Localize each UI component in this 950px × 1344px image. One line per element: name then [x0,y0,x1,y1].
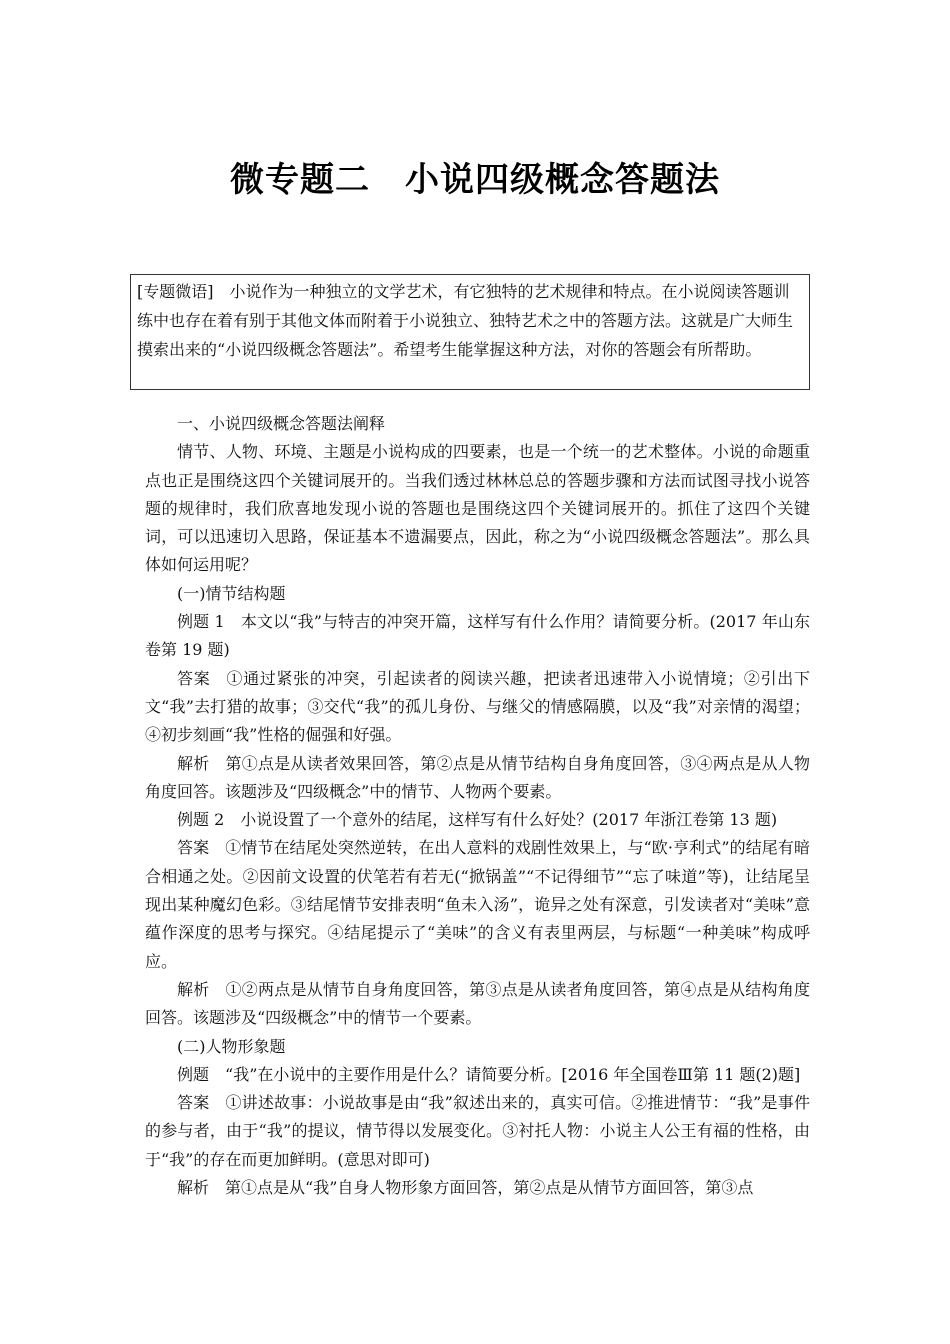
question-text: 小说设置了一个意外的结尾，这样写有什么好处？(2017 年浙江卷第 13 题) [240,810,778,830]
example-label: 例题 2 [177,810,225,830]
analysis-text: 第①点是从“我”自身人物形象方面回答，第②点是从情节方面回答，第③点 [225,1178,754,1198]
page-title: 微专题二 小说四级概念答题法 [230,160,720,200]
overview-paragraph: 情节、人物、环境、主题是小说构成的四要素，也是一个统一的艺术整体。小说的命题重点也正是围绕这四个关键词展开的。当我们透过林林总总的答题步骤和方法而试图寻找小说答题的规律时，我们欣喜地发现小说的答题也是围绕这四个关键词展开的。抓住了这四个关键词，可以迅速切入思路，保证基本不遗漏要点，因此，称之为“小说四级概念答题法”。那么具体如何运用呢？ [145,442,810,575]
analysis-text: ①②两点是从情节自身角度回答，第③点是从读者角度回答，第④点是从结构角度回答。该题涉及“四级概念”中的情节一个要素。 [145,979,810,1028]
example-3-question [145,1061,810,1089]
example-2-question [145,806,810,834]
analysis-label: 解析 [177,753,210,773]
subsection-heading-plot: (一)情节结构题 [177,583,286,603]
example-3-analysis [145,1174,810,1202]
example-2-analysis [145,976,810,1033]
example-label: 例题 [177,1064,210,1084]
answer-label: 答案 [177,1093,210,1113]
answer-text: ①通过紧张的冲突，引起读者的阅读兴趣，把读者迅速带入小说情境；②引出下文“我”去打猎的故事；③交代“我”的孤儿身份、与继父的情感隔膜，以及“我”对亲情的渴望；④初步刻画“我”性格的倔强和好强。 [145,668,810,745]
intro-box [130,274,810,390]
analysis-label: 解析 [177,1178,210,1198]
example-1-analysis [145,750,810,807]
example-1-question [145,608,810,665]
intro-label: [专题微语] [137,282,214,301]
example-2-answer [145,834,810,975]
question-text: “我”在小说中的主要作用是什么？请简要分析。[2016 年全国卷Ⅲ第 11 题(2)题] [225,1064,801,1084]
question-text: 本文以“我”与特吉的冲突开篇，这样写有什么作用？请简要分析。(2017 年山东卷第 19 题) [145,612,810,660]
analysis-label: 解析 [177,979,210,999]
answer-text: ①讲述故事：小说故事是由“我”叙述出来的，真实可信。②推进情节：“我”是事件的参与者，由于“我”的提议，情节得以发展变化。③衬托人物：小说主人公王有福的性格，由于“我”的存在而更加鲜明。(意思对即可) [145,1093,810,1169]
analysis-text: 第①点是从读者效果回答，第②点是从情节结构自身角度回答，③④两点是从人物角度回答。该题涉及“四级概念”中的情节、人物两个要素。 [145,753,810,801]
example-1-answer [145,665,810,750]
intro-text: 小说作为一种独立的文学艺术，有它独特的艺术规律和特点。在小说阅读答题训练中也存在着有别于其他文体而附着于小说独立、独特艺术之中的答题方法。这就是广大师生摸索出来的“小说四级概念答题法”。希望考生能掌握这种方法，对你的答题会有所帮助。 [137,282,794,359]
document-body [145,410,810,1202]
subsection-heading-character: (二)人物形象题 [177,1036,286,1056]
answer-text: ①情节在结尾处突然逆转，在出人意料的戏剧性效果上，与“欧·亨利式”的结尾有暗合相通之处。②因前文设置的伏笔若有若无(“掀锅盖”“不记得细节”“忘了味道”等)，让结尾呈现出某种魔幻色彩。③结尾情节安排表明“鱼未入汤”，诡异之处有深意，引发读者对“美味”意蕴作深度的思考与探究。④结尾提示了“美味”的含义有表里两层，与标题“一种美味”构成呼应。 [145,838,810,971]
example-label: 例题 1 [177,612,225,632]
example-3-answer [145,1089,810,1174]
section-heading: 一、小说四级概念答题法阐释 [177,414,386,433]
answer-label: 答案 [177,668,211,688]
answer-label: 答案 [177,838,210,858]
